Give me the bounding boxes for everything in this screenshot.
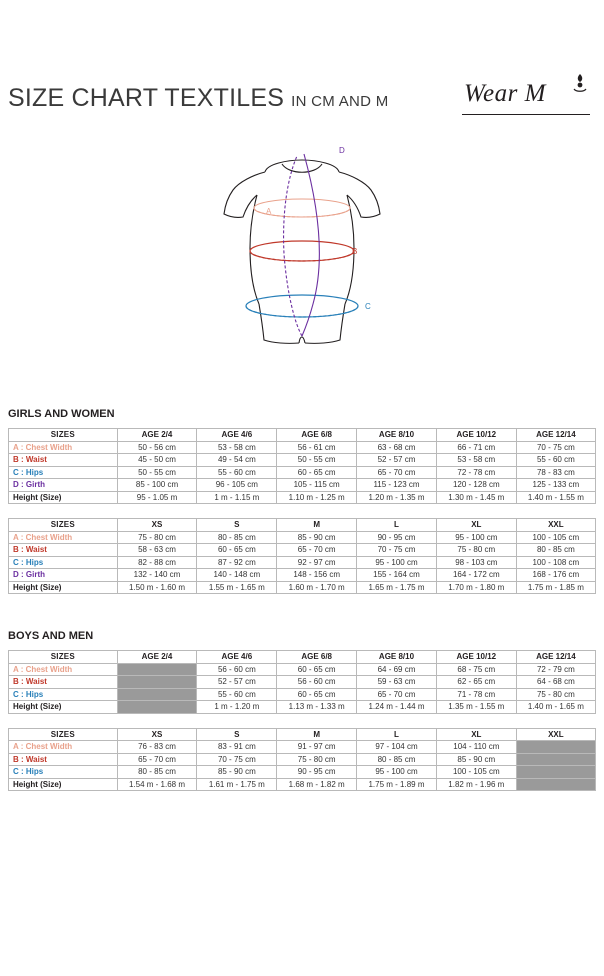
header-age-12-14: AGE 12/14 [516,651,595,664]
cell: 1.68 m - 1.82 m [277,778,357,791]
row-label-hips: C : Hips [9,556,118,569]
row-label-chest-width: A : Chest Width [9,441,118,454]
cell: 1.40 m - 1.55 m [516,491,595,504]
cell: 1.35 m - 1.55 m [436,701,516,714]
row-label-hips: C : Hips [9,766,118,779]
figure-label-a: A [266,207,272,216]
table-row [9,688,596,701]
cell-empty [516,778,595,791]
cell: 60 - 65 cm [277,688,357,701]
row-label-girth: D : Girth [9,569,118,582]
cell: 60 - 65 cm [277,663,357,676]
row-label-chest-width: A : Chest Width [9,741,118,754]
cell: 50 - 55 cm [277,454,357,467]
table-header-row [9,519,596,532]
figure-label-c: C [365,302,371,311]
brand-logo-text: Wear M [464,80,546,107]
cell: 90 - 95 cm [277,766,357,779]
table-men-letter [8,728,596,792]
table-row [9,778,596,791]
cell: 53 - 58 cm [197,441,277,454]
cell: 132 - 140 cm [117,569,197,582]
cell: 1.20 m - 1.35 m [357,491,437,504]
cell: 52 - 57 cm [197,676,277,689]
cell: 1.70 m - 1.80 m [436,581,516,594]
cell: 155 - 164 cm [357,569,437,582]
cell: 50 - 55 cm [117,466,197,479]
cell: 55 - 60 cm [197,466,277,479]
cell: 1.30 m - 1.45 m [436,491,516,504]
cell: 65 - 70 cm [357,688,437,701]
cell-empty [117,663,197,676]
cell: 100 - 105 cm [516,531,595,544]
cell: 75 - 80 cm [516,688,595,701]
cell: 91 - 97 cm [277,741,357,754]
header-s: S [197,728,277,741]
table-row [9,441,596,454]
table-header-row [9,728,596,741]
cell-empty [117,676,197,689]
cell: 58 - 63 cm [117,544,197,557]
table-girls-age [8,428,596,504]
cell: 65 - 70 cm [357,466,437,479]
header-age-2-4: AGE 2/4 [117,429,197,442]
cell: 1.54 m - 1.68 m [117,778,197,791]
cell: 1.75 m - 1.85 m [516,581,595,594]
header-age-4-6: AGE 4/6 [197,651,277,664]
header-sizes: SIZES [9,519,118,532]
cell: 80 - 85 cm [516,544,595,557]
cell: 70 - 75 cm [357,544,437,557]
cell-empty [516,766,595,779]
cell: 1.82 m - 1.96 m [436,778,516,791]
table-row [9,466,596,479]
table-row [9,556,596,569]
header-sizes: SIZES [9,728,118,741]
cell: 49 - 54 cm [197,454,277,467]
header-xxl: XXL [516,728,595,741]
row-label-waist: B : Waist [9,544,118,557]
row-label-height: Height (Size) [9,581,118,594]
row-label-waist: B : Waist [9,753,118,766]
cell: 148 - 156 cm [277,569,357,582]
cell: 64 - 69 cm [357,663,437,676]
table-spacer [8,716,596,728]
cell: 95 - 1.05 m [117,491,197,504]
cell: 1.65 m - 1.75 m [357,581,437,594]
cell: 164 - 172 cm [436,569,516,582]
cell: 78 - 83 cm [516,466,595,479]
section-heading-boys-and-men: BOYS AND MEN [8,630,94,642]
table-row [9,544,596,557]
header-s: S [197,519,277,532]
cell: 1 m - 1.20 m [197,701,277,714]
row-label-chest-width: A : Chest Width [9,663,118,676]
measurement-figure [8,144,596,392]
header-age-8-10: AGE 8/10 [357,429,437,442]
row-label-waist: B : Waist [9,676,118,689]
cell: 97 - 104 cm [357,741,437,754]
cell: 95 - 100 cm [357,556,437,569]
cell: 65 - 70 cm [277,544,357,557]
figure-label-b: B [352,247,358,256]
cell: 52 - 57 cm [357,454,437,467]
header-age-12-14: AGE 12/14 [516,429,595,442]
header-l: L [357,728,437,741]
cell: 1.50 m - 1.60 m [117,581,197,594]
cell: 75 - 80 cm [277,753,357,766]
cell: 76 - 83 cm [117,741,197,754]
row-label-hips: C : Hips [9,688,118,701]
figure-label-d: D [339,146,345,155]
cell: 1.55 m - 1.65 m [197,581,277,594]
cell: 104 - 110 cm [436,741,516,754]
header-m: M [277,728,357,741]
cell: 56 - 60 cm [197,663,277,676]
cell: 60 - 65 cm [197,544,277,557]
cell: 1.24 m - 1.44 m [357,701,437,714]
row-label-girth: D : Girth [9,479,118,492]
table-spacer [8,506,596,518]
header-age-6-8: AGE 6/8 [277,651,357,664]
cell: 85 - 100 cm [117,479,197,492]
cell: 66 - 71 cm [436,441,516,454]
row-label-hips: C : Hips [9,466,118,479]
cell: 70 - 75 cm [516,441,595,454]
table-row [9,663,596,676]
cell: 70 - 75 cm [197,753,277,766]
cell: 87 - 92 cm [197,556,277,569]
brand-logo [462,70,592,122]
cell: 71 - 78 cm [436,688,516,701]
table-header-row [9,429,596,442]
cell: 1.61 m - 1.75 m [197,778,277,791]
header-xxl: XXL [516,519,595,532]
cell-empty [516,741,595,754]
cell: 92 - 97 cm [277,556,357,569]
header-age-4-6: AGE 4/6 [197,429,277,442]
brand-mark-icon [571,73,589,93]
cell: 100 - 108 cm [516,556,595,569]
table-boys-age [8,650,596,714]
cell: 55 - 60 cm [197,688,277,701]
table-row [9,531,596,544]
table-row [9,454,596,467]
cell: 65 - 70 cm [117,753,197,766]
cell: 83 - 91 cm [197,741,277,754]
cell: 95 - 100 cm [436,531,516,544]
cell: 85 - 90 cm [436,753,516,766]
cell: 64 - 68 cm [516,676,595,689]
cell: 60 - 65 cm [277,466,357,479]
cell: 100 - 105 cm [436,766,516,779]
cell: 75 - 80 cm [117,531,197,544]
cell-empty [117,688,197,701]
header-age-10-12: AGE 10/12 [436,429,516,442]
cell: 72 - 78 cm [436,466,516,479]
table-row [9,479,596,492]
header-m: M [277,519,357,532]
header-sizes: SIZES [9,651,118,664]
header-xl: XL [436,728,516,741]
header-age-10-12: AGE 10/12 [436,651,516,664]
cell: 125 - 133 cm [516,479,595,492]
cell: 98 - 103 cm [436,556,516,569]
cell: 63 - 68 cm [357,441,437,454]
header-l: L [357,519,437,532]
cell: 1.13 m - 1.33 m [277,701,357,714]
cell: 80 - 85 cm [357,753,437,766]
cell: 75 - 80 cm [436,544,516,557]
header-xl: XL [436,519,516,532]
cell: 95 - 100 cm [357,766,437,779]
table-row [9,753,596,766]
cell: 68 - 75 cm [436,663,516,676]
table-row [9,569,596,582]
header-age-6-8: AGE 6/8 [277,429,357,442]
brand-logo-rule [462,114,590,115]
cell: 72 - 79 cm [516,663,595,676]
table-row [9,491,596,504]
cell: 115 - 123 cm [357,479,437,492]
cell: 90 - 95 cm [357,531,437,544]
cell: 140 - 148 cm [197,569,277,582]
cell: 96 - 105 cm [197,479,277,492]
table-row [9,701,596,714]
table-header-row [9,651,596,664]
row-label-height: Height (Size) [9,778,118,791]
cell: 1.60 m - 1.70 m [277,581,357,594]
cell: 105 - 115 cm [277,479,357,492]
row-label-chest-width: A : Chest Width [9,531,118,544]
header-age-8-10: AGE 8/10 [357,651,437,664]
header-sizes: SIZES [9,429,118,442]
size-chart-page [0,70,604,976]
cell: 120 - 128 cm [436,479,516,492]
cell: 56 - 60 cm [277,676,357,689]
page-header [8,70,596,140]
row-label-height: Height (Size) [9,701,118,714]
row-label-waist: B : Waist [9,454,118,467]
cell: 53 - 58 cm [436,454,516,467]
table-row [9,581,596,594]
cell: 50 - 56 cm [117,441,197,454]
section-heading-girls-and-women: GIRLS AND WOMEN [8,408,115,420]
table-row [9,766,596,779]
page-title [8,84,389,113]
header-age-2-4: AGE 2/4 [117,651,197,664]
body-diagram-svg [187,144,417,384]
cell: 80 - 85 cm [197,531,277,544]
cell: 1 m - 1.15 m [197,491,277,504]
cell: 45 - 50 cm [117,454,197,467]
cell: 80 - 85 cm [117,766,197,779]
cell: 168 - 176 cm [516,569,595,582]
header-xs: XS [117,519,197,532]
cell: 62 - 65 cm [436,676,516,689]
cell-empty [117,701,197,714]
cell: 56 - 61 cm [277,441,357,454]
cell: 1.40 m - 1.65 m [516,701,595,714]
header-xs: XS [117,728,197,741]
page-title-subtitle: IN CM AND M [291,93,389,110]
cell: 85 - 90 cm [197,766,277,779]
table-women-letter [8,518,596,594]
cell-empty [516,753,595,766]
row-label-height: Height (Size) [9,491,118,504]
cell: 1.75 m - 1.89 m [357,778,437,791]
table-row [9,676,596,689]
cell: 55 - 60 cm [516,454,595,467]
cell: 1.10 m - 1.25 m [277,491,357,504]
table-row [9,741,596,754]
cell: 82 - 88 cm [117,556,197,569]
cell: 59 - 63 cm [357,676,437,689]
page-title-main: SIZE CHART TEXTILES [8,84,285,112]
cell: 85 - 90 cm [277,531,357,544]
